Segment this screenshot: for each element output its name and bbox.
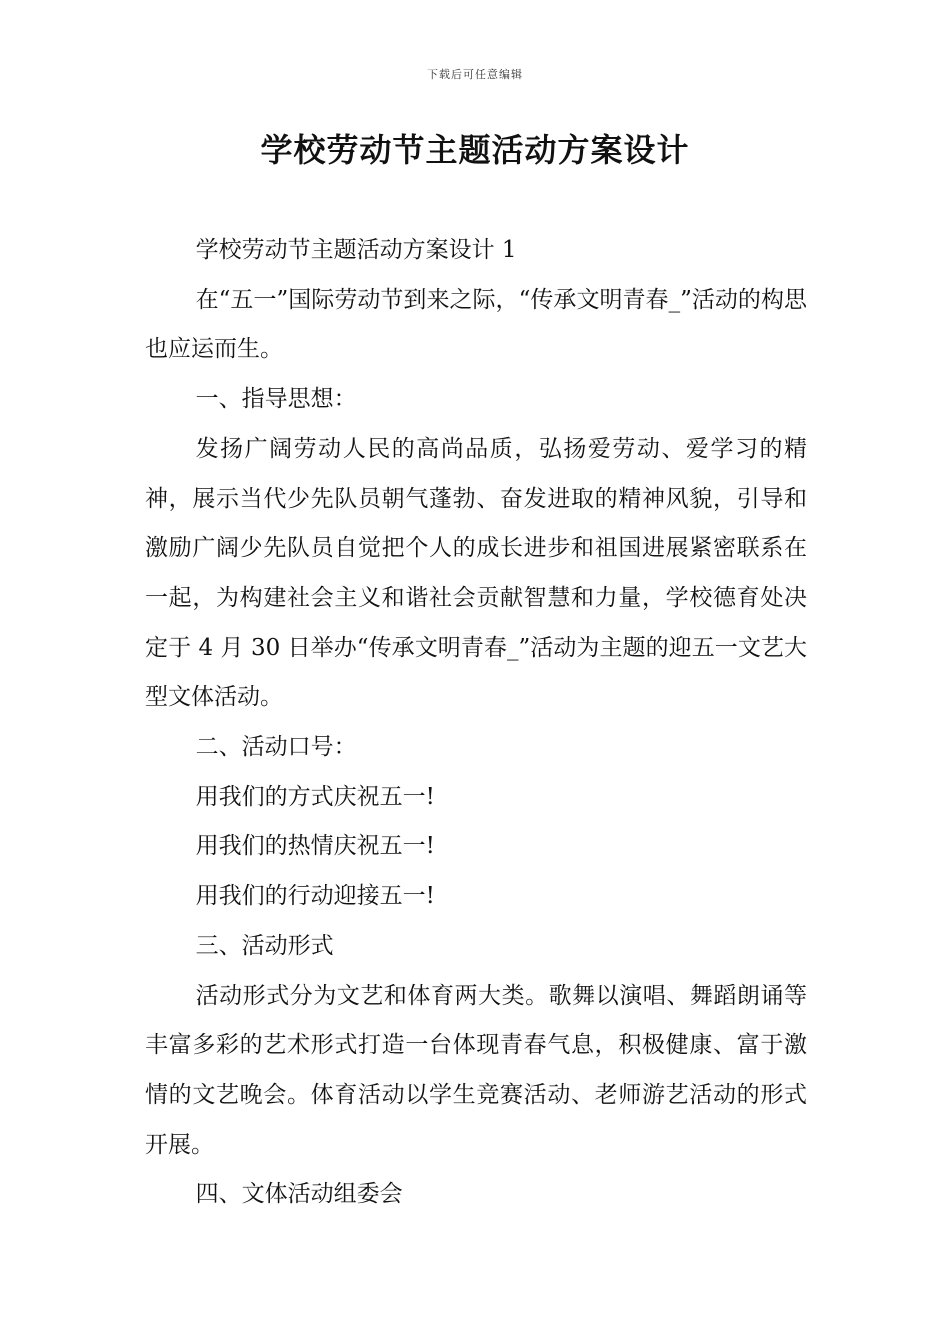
intro-paragraph: 在“五一”国际劳动节到来之际，“传承文明青春_”活动的构思也应运而生。 [145, 286, 807, 363]
guiding-thought-paragraph: 发扬广阔劳动人民的高尚品质，弘扬爱劳动、爱学习的精神，展示当代少先队员朝气蓬勃、奋发进取的精神风貌，引导和激励广阔少先队员自觉把个人的成长进步和祖国进展紧密联系在一起，为构建社会主义和谐社会贡献智慧和力量，学校德育处决定于 4 月 30 日举办“传承文明青春_”活动为主题的迎五一文艺大型文体活动。 [145, 435, 807, 711]
header-note: 下载后可任意编辑 [427, 68, 523, 81]
document-title: 学校劳动节主题活动方案设计 [260, 131, 690, 169]
subtitle-paragraph: 学校劳动节主题活动方案设计 1 [195, 237, 517, 263]
section-heading-guiding-thought: 一、指导思想： [195, 386, 357, 413]
slogan-line-2: 用我们的热情庆祝五一! [195, 833, 435, 860]
section-heading-committee: 四、文体活动组委会 [195, 1181, 403, 1208]
document-body [145, 226, 807, 1220]
slogan-line-1: 用我们的方式庆祝五一! [195, 783, 435, 810]
activity-form-paragraph: 活动形式分为文艺和体育两大类。歌舞以演唱、舞蹈朗诵等丰富多彩的艺术形式打造一台体现青春气息，积极健康、富于激情的文艺晚会。体育活动以学生竞赛活动、老师游艺活动的形式开展。 [145, 982, 807, 1158]
section-heading-activity-form: 三、活动形式 [195, 932, 334, 959]
section-heading-slogan: 二、活动口号： [195, 734, 357, 761]
slogan-line-3: 用我们的行动迎接五一! [195, 883, 435, 910]
